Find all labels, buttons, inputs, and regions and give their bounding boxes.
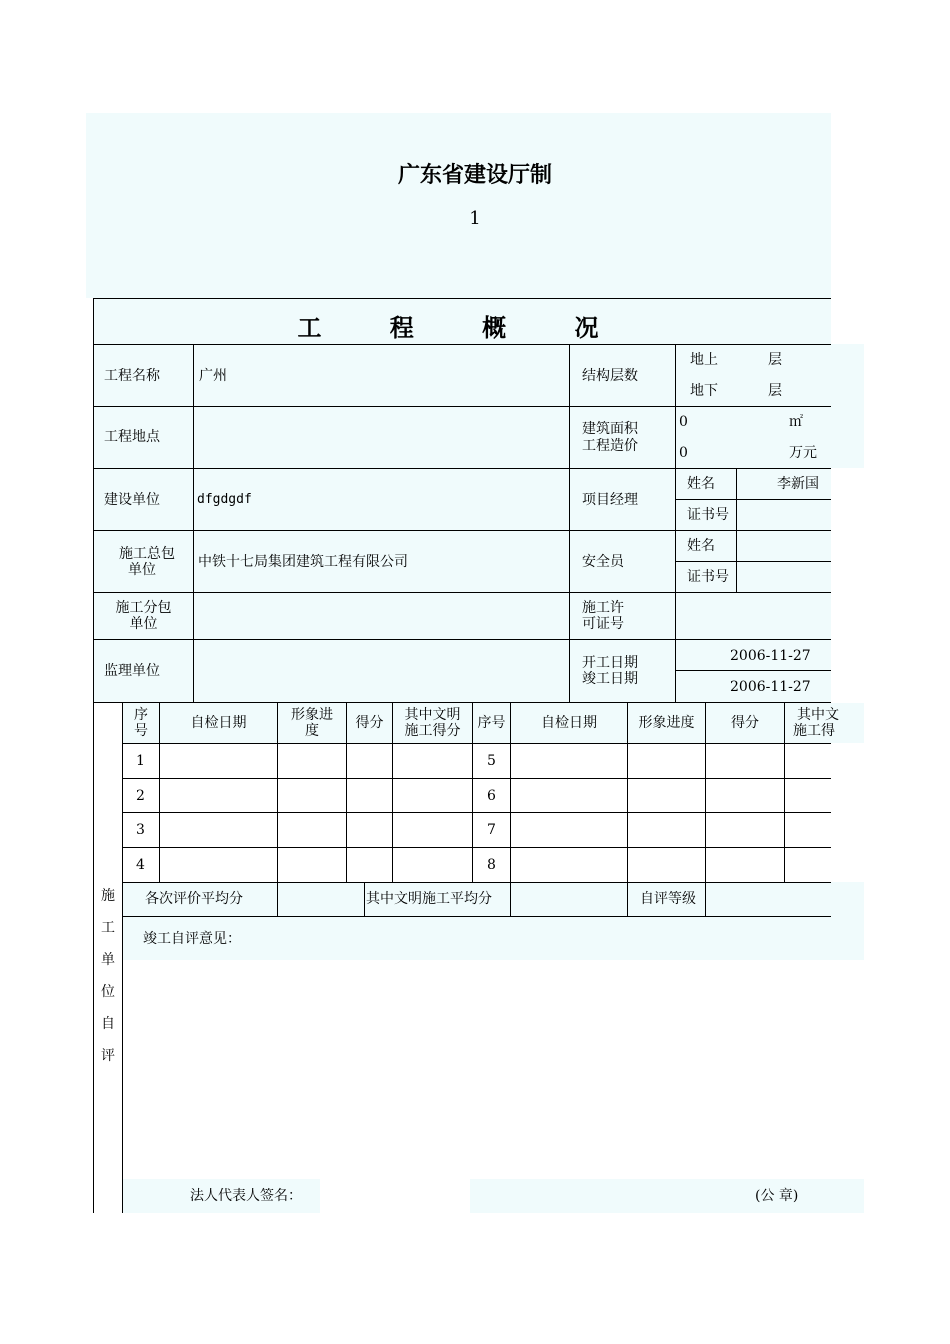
area-unit: ㎡ (789, 414, 803, 430)
header-progress-line1: 形象进 (291, 707, 333, 723)
manager-name-value[interactable]: 李新国 (777, 476, 819, 492)
side-label-char: 位 (101, 984, 115, 1000)
general-contractor-value[interactable]: 中铁十七局集团建筑工程有限公司 (198, 554, 408, 570)
location-label: 工程地点 (104, 429, 160, 445)
side-label-char: 自 (101, 1016, 115, 1032)
end-date-label: 竣工日期 (582, 671, 638, 687)
header-score: 得分 (355, 715, 384, 731)
area-label: 建筑面积 (582, 421, 638, 437)
row-number: 5 (487, 753, 496, 769)
side-label-char: 单 (101, 952, 115, 968)
header-progress2: 形象进度 (638, 715, 695, 731)
avg-score-label: 各次评价平均分 (145, 891, 243, 907)
floors-above-unit: 层 (768, 352, 782, 368)
project-name-label: 工程名称 (104, 368, 160, 384)
floors-label: 结构层数 (582, 368, 638, 384)
floors-below-unit: 层 (768, 383, 782, 399)
builder-value[interactable]: dfgdgdf (197, 492, 252, 507)
header-civil-line1: 其中文明 (404, 707, 461, 723)
header-civil2-line1: 其中文 (797, 707, 839, 723)
sub-contractor-label-line1: 施工分包 (115, 600, 172, 616)
sub-contractor-label-line2: 单位 (129, 616, 158, 632)
header-background (86, 113, 831, 298)
form-number: 1 (469, 208, 481, 229)
manager-label: 项目经理 (582, 492, 638, 508)
side-label-char: 评 (101, 1048, 115, 1064)
signature-label: 法人代表人签名： (190, 1188, 302, 1204)
safety-name-label: 姓名 (687, 538, 715, 554)
builder-label: 建设单位 (104, 492, 160, 508)
seal-label: (公 章) (755, 1188, 799, 1204)
section-title: 工 程 概 况 (297, 313, 629, 342)
end-date-value[interactable]: 2006-11-27 (730, 679, 811, 695)
header-seq-line2: 号 (134, 723, 148, 739)
cost-value[interactable]: 0 (679, 445, 688, 461)
area-value[interactable]: 0 (679, 414, 688, 430)
floors-above-label: 地上 (690, 352, 718, 368)
permit-label-line1: 施工许 (582, 600, 624, 616)
opinion-label: 竣工自评意见： (143, 931, 241, 947)
header-seq-line1: 序 (134, 707, 148, 723)
civil-avg-label: 其中文明施工平均分 (366, 891, 492, 907)
row-number: 4 (136, 857, 145, 873)
row-number: 8 (487, 857, 496, 873)
header-score2: 得分 (731, 715, 759, 731)
supervisor-label: 监理单位 (104, 663, 160, 679)
row-number: 3 (136, 822, 145, 838)
start-date-label: 开工日期 (582, 655, 638, 671)
header-date: 自检日期 (190, 715, 247, 731)
cost-label: 工程造价 (582, 438, 638, 454)
header-civil-line2: 施工得分 (404, 723, 461, 739)
safety-officer-label: 安全员 (582, 554, 624, 570)
grade-label: 自评等级 (640, 891, 696, 907)
manager-name-label: 姓名 (687, 476, 715, 492)
issuer-title: 广东省建设厅制 (397, 162, 552, 188)
row-number: 2 (136, 788, 145, 804)
permit-label-line2: 可证号 (582, 616, 624, 632)
opinion-field[interactable] (123, 960, 831, 1179)
general-contractor-label-line1: 施工总包 (119, 546, 175, 562)
row-number: 7 (487, 822, 496, 838)
seal-background (470, 1179, 864, 1213)
side-label-char: 工 (101, 920, 115, 936)
header-progress-line2: 度 (305, 723, 319, 739)
header-date2: 自检日期 (541, 715, 597, 731)
cost-unit: 万元 (789, 445, 817, 461)
header-seq2: 序号 (477, 715, 506, 731)
safety-cert-label: 证书号 (687, 569, 729, 585)
row-number: 1 (136, 753, 145, 769)
floors-below-label: 地下 (690, 383, 718, 399)
start-date-value[interactable]: 2006-11-27 (730, 648, 811, 664)
general-contractor-label-line2: 单位 (128, 562, 156, 578)
row-number: 6 (487, 788, 496, 804)
side-label-char: 施 (101, 888, 115, 904)
project-name-value[interactable]: 广州 (199, 368, 227, 384)
header-civil2-line2: 施工得 (793, 723, 835, 739)
manager-cert-label: 证书号 (687, 507, 729, 523)
